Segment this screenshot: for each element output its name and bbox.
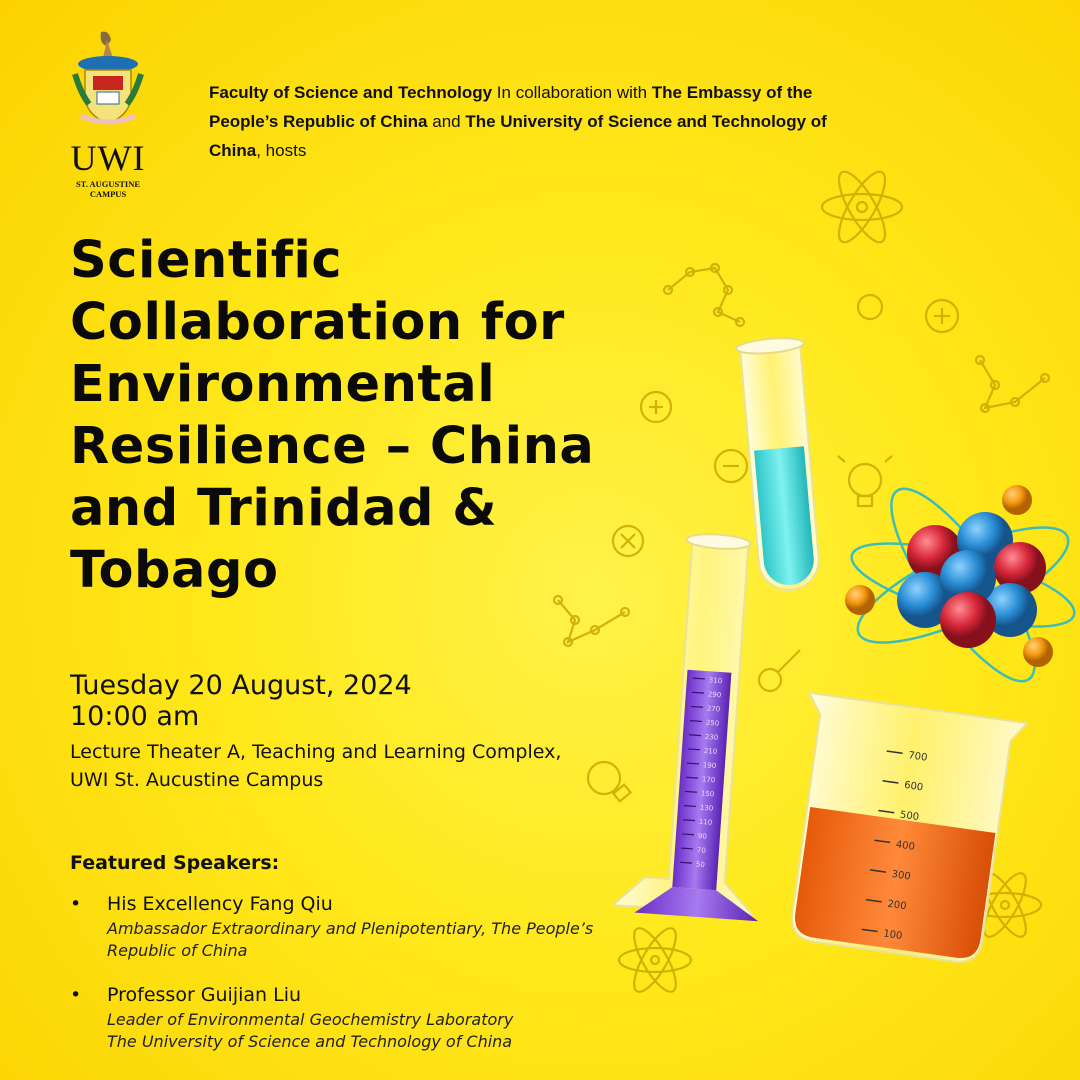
cylinder-tick-label: 90 bbox=[697, 832, 708, 841]
event-venue: Lecture Theater A, Teaching and Learning Complex, UWI St. Aucustine Campus bbox=[70, 741, 562, 791]
cylinder-tick bbox=[686, 777, 698, 778]
host-collab-text: In collaboration with bbox=[492, 83, 652, 102]
speaker-role-line: Leader of Environmental Geochemistry Laboratory bbox=[107, 1010, 514, 1029]
cylinder-tick-label: 210 bbox=[703, 747, 718, 756]
title-line: Collaboration for bbox=[70, 293, 565, 352]
host-and-text: and bbox=[427, 112, 466, 131]
cylinder-tick bbox=[691, 706, 703, 707]
speaker-name: Professor Guijian Liu bbox=[107, 984, 302, 1006]
cylinder-tick bbox=[687, 763, 699, 764]
event-time: 10:00 am bbox=[70, 701, 200, 732]
title-line: Environmental bbox=[70, 355, 496, 414]
host-hosts-text: , hosts bbox=[256, 141, 307, 160]
title-line: Resilience – China bbox=[70, 417, 595, 476]
cylinder-tick-label: 50 bbox=[695, 860, 706, 869]
beaker-tick-label: 600 bbox=[903, 779, 924, 794]
cylinder-tick-label: 290 bbox=[707, 690, 722, 700]
cylinder-tick bbox=[681, 848, 693, 849]
bullet: • bbox=[70, 984, 82, 1006]
cylinder-tick bbox=[690, 721, 702, 722]
speaker-name: His Excellency Fang Qiu bbox=[107, 893, 333, 915]
beaker-tick-label: 300 bbox=[890, 869, 912, 883]
beaker-tick-label: 500 bbox=[899, 809, 920, 824]
logo-wordmark: UWI bbox=[70, 138, 146, 178]
beaker-tick-label: 200 bbox=[886, 898, 908, 913]
speaker-role-line: The University of Science and Technology of China bbox=[107, 1032, 513, 1051]
cylinder-tick-label: 310 bbox=[708, 676, 723, 686]
cylinder-tick-label: 230 bbox=[704, 732, 719, 742]
beaker-tick-label: 700 bbox=[907, 750, 929, 764]
logo-campus-line1: ST. AUGUSTINE bbox=[75, 179, 141, 189]
cylinder-tick-label: 250 bbox=[705, 718, 720, 728]
cylinder-tick bbox=[685, 791, 697, 792]
host-faculty: Faculty of Science and Technology bbox=[209, 83, 493, 102]
graduated-cylinder-icon bbox=[612, 529, 784, 921]
bullet: • bbox=[70, 893, 82, 915]
cylinder-tick-label: 130 bbox=[699, 803, 714, 813]
cylinder-tick bbox=[682, 834, 694, 835]
host-embassy: The Embassy of the People’s Republic of China bbox=[209, 83, 813, 131]
title-line: Scientific bbox=[70, 231, 343, 290]
cylinder-tick bbox=[680, 862, 692, 863]
atom-model-icon bbox=[844, 471, 1080, 698]
speaker-role: Ambassador Extraordinary and Plenipotentiary, The People’s Republic of China bbox=[107, 919, 594, 960]
featured-speakers-heading: Featured Speakers: bbox=[70, 852, 280, 874]
cylinder-tick-label: 110 bbox=[698, 817, 713, 827]
cylinder-tick bbox=[689, 735, 701, 736]
cylinder-tick bbox=[684, 806, 696, 807]
cylinder-tick bbox=[692, 692, 704, 693]
logo-campus-line2: CAMPUS bbox=[89, 189, 127, 199]
title-line: and Trinidad & bbox=[70, 479, 498, 538]
beaker-tick-label: 100 bbox=[882, 928, 903, 942]
cylinder-tick-label: 170 bbox=[701, 775, 716, 785]
cylinder-tick-label: 70 bbox=[696, 846, 707, 855]
cylinder-tick-label: 150 bbox=[700, 789, 715, 799]
test-tube-icon bbox=[736, 336, 826, 593]
beaker-icon bbox=[775, 693, 1027, 967]
cylinder-tick bbox=[683, 820, 695, 821]
cylinder-tick-label: 270 bbox=[706, 704, 721, 714]
cylinder-tick bbox=[688, 749, 700, 750]
beaker-tick-label: 400 bbox=[895, 839, 916, 853]
cylinder-tick bbox=[693, 678, 705, 679]
host-university: The University of Science and Technology of China bbox=[209, 112, 827, 160]
title-line: Tobago bbox=[70, 541, 279, 600]
cylinder-tick-label: 190 bbox=[702, 761, 717, 771]
event-date: Tuesday 20 August, 2024 bbox=[70, 670, 412, 701]
